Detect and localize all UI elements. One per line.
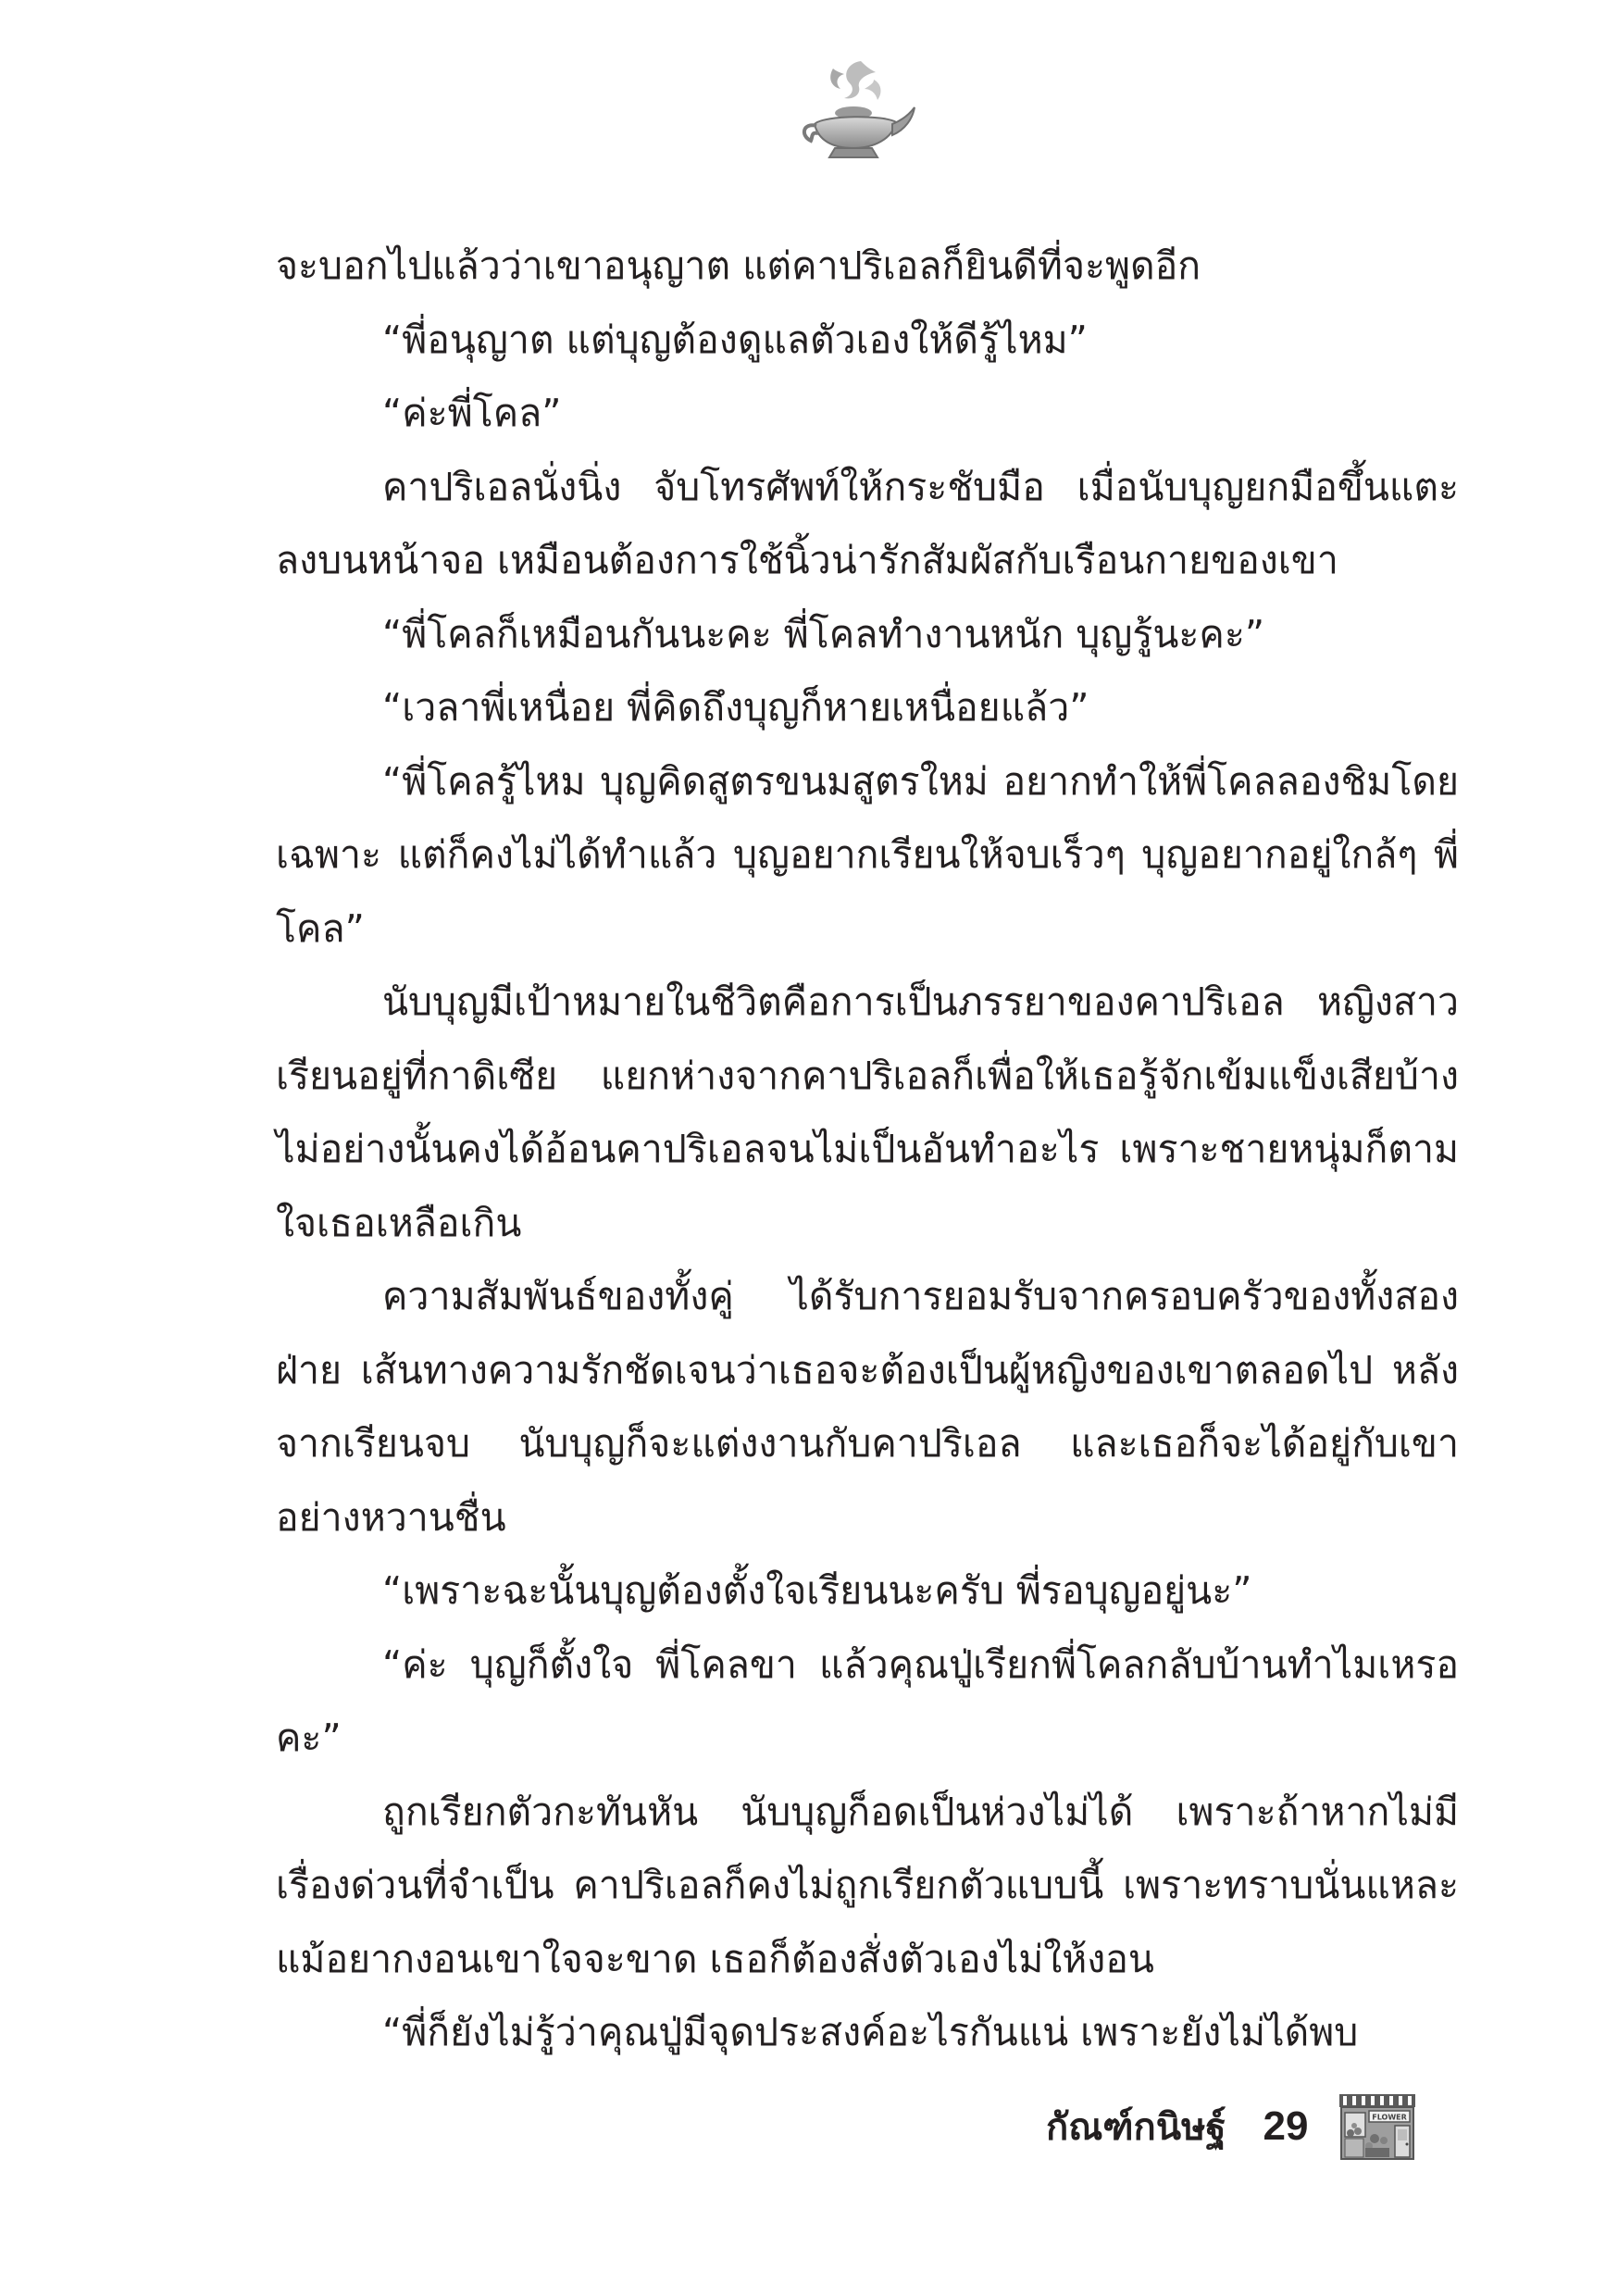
- paragraph: นับบุญมีเป้าหมายในชีวิตคือการเป็นภรรยาของคาปริเอล หญิงสาวเรียนอยู่ที่กาดิเซีย แยกห่างจากคาปริเอลก็เพื่อให้เธอรู้จักเข้มแข็งเสียบ้าง ไม่อย่างนั้นคงได้อ้อนคาปริเอลจนไม่เป็นอันทำอะไร เพราะชายหนุ่มก็ตามใจเธอเหลือเกิน: [276, 980, 1459, 1245]
- genie-lamp-icon: [796, 56, 916, 167]
- paragraph: ถูกเรียกตัวกะทันหัน นับบุญก็อดเป็นห่วงไม่ได้ เพราะถ้าหากไม่มีเรื่องด่วนที่จำเป็น คาปริเอลก็คงไม่ถูกเรียกตัวแบบนี้ เพราะทราบนั่นแหละ แม้อยากงอนเขาใจจะขาด เธอก็ต้องสั่งตัวเองไม่ให้งอน: [276, 1789, 1459, 1981]
- paragraph: “ค่ะพี่โคล”: [382, 391, 562, 435]
- paragraph: “เพราะฉะนั้นบุญต้องตั้งใจเรียนนะครับ พี่รอบุญอยู่นะ”: [382, 1568, 1252, 1613]
- shop-sign-text: FLOWER: [1372, 2113, 1408, 2122]
- footer: [1046, 2094, 1417, 2159]
- body-text: [276, 230, 1459, 2070]
- paragraph: “พี่โคลรู้ไหม บุญคิดสูตรขนมสูตรใหม่ อยากทำให้พี่โคลลองชิมโดยเฉพาะ แต่ก็คงไม่ได้ทำแล้ว บุญอยากเรียนให้จบเร็วๆ บุญอยากอยู่ใกล้ๆ พี่โคล”: [276, 758, 1459, 951]
- paragraph: “ค่ะ บุญก็ตั้งใจ พี่โคลขา แล้วคุณปู่เรียกพี่โคลกลับบ้านทำไมเหรอคะ”: [276, 1641, 1459, 1760]
- paragraph: จะบอกไปแล้วว่าเขาอนุญาต แต่คาปริเอลก็ยินดีที่จะพูดอีก: [276, 243, 1201, 288]
- book-title: กัณฑ์กนิษฐ์: [1046, 2106, 1226, 2149]
- page-number: 29: [1263, 2103, 1309, 2149]
- paragraph: “พี่ก็ยังไม่รู้ว่าคุณปู่มีจุดประสงค์อะไรกันแน่ เพราะยังไม่ได้พบ: [382, 2010, 1359, 2054]
- paragraph: ความสัมพันธ์ของทั้งคู่ ได้รับการยอมรับจากครอบครัวของทั้งสองฝ่าย เส้นทางความรักชัดเจนว่าเธอจะต้องเป็นผู้หญิงของเขาตลอดไป หลังจากเรียนจบ นับบุญก็จะแต่งงานกับคาปริเอล และเธอก็จะได้อยู่กับเขาอย่างหวานชื่น: [276, 1274, 1459, 1540]
- flower-shop-icon: [1338, 2092, 1417, 2161]
- paragraph: คาปริเอลนั่งนิ่ง จับโทรศัพท์ให้กระชับมือ เมื่อนับบุญยกมือขึ้นแตะลงบนหน้าจอ เหมือนต้องการใช้นิ้วน่ารักสัมผัสกับเรือนกายของเขา: [276, 464, 1459, 582]
- paragraph: “พี่อนุญาต แต่บุญต้องดูแลตัวเองให้ดีรู้ไหม”: [382, 317, 1088, 362]
- paragraph: “พี่โคลก็เหมือนกันนะคะ พี่โคลทำงานหนัก บุญรู้นะคะ”: [382, 611, 1265, 656]
- paragraph: “เวลาพี่เหนื่อย พี่คิดถึงบุญก็หายเหนื่อยแล้ว”: [382, 685, 1089, 730]
